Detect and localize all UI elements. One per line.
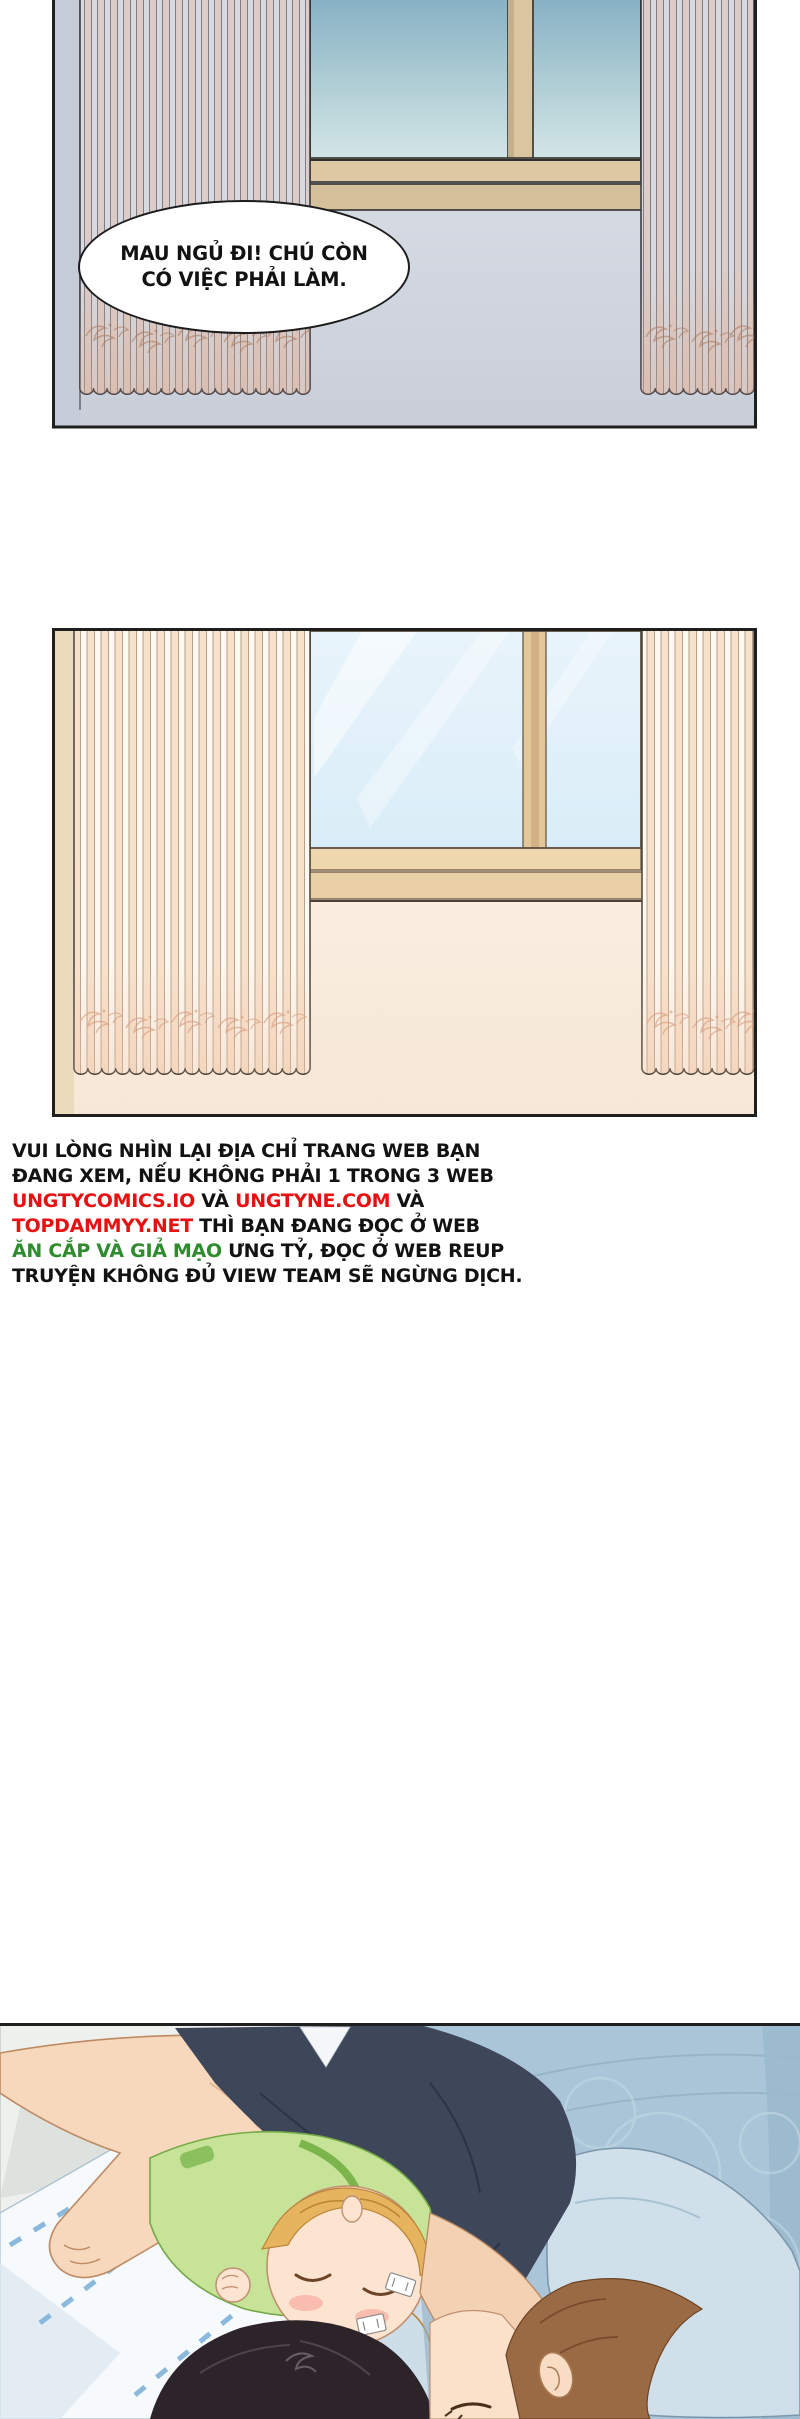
notice-line: VUI LÒNG NHÌN LẠI ĐỊA CHỈ TRANG WEB BẠN xyxy=(12,1140,481,1162)
window-evening xyxy=(302,0,643,210)
speech-bubble xyxy=(78,200,410,334)
panel-top-border xyxy=(0,2023,800,2026)
wall-strip-left xyxy=(55,631,74,1114)
baby-ear xyxy=(342,2196,362,2222)
notice-line: TOPDAMMYY.NET THÌ BẠN ĐANG ĐỌC Ở WEB xyxy=(12,1215,480,1237)
notice-line: UNGTYCOMICS.IO VÀ UNGTYNE.COM VÀ xyxy=(12,1190,425,1212)
notice-line: ĐANG XEM, NẾU KHÔNG PHẢI 1 TRONG 3 WEB xyxy=(12,1165,494,1187)
window-divider-shade xyxy=(508,0,514,162)
wall-strip-left xyxy=(55,0,80,427)
windowsill xyxy=(302,872,643,899)
baby-fist xyxy=(216,2268,250,2302)
baby-blush-left xyxy=(289,2295,323,2311)
panel-sleeping-family xyxy=(0,2023,800,2419)
speech-text-line1: MAU NGỦ ĐI! CHÚ CÒN xyxy=(120,242,368,265)
window-sky-evening xyxy=(310,0,641,160)
window-divider-shade xyxy=(531,631,539,849)
panel-daytime-window xyxy=(52,628,757,1117)
anti-piracy-notice xyxy=(12,1139,787,1289)
speech-text-line2: CÓ VIỆC PHẢI LÀM. xyxy=(141,268,347,291)
window-frame-bottom xyxy=(310,848,641,870)
curtain-right-decor xyxy=(641,270,757,395)
notice-line: TRUYỆN KHÔNG ĐỦ VIEW TEAM SẼ NGỪNG DỊCH. xyxy=(12,1265,523,1287)
windowsill xyxy=(302,184,643,210)
window-frame-bottom xyxy=(310,158,641,182)
curtain-left-decor xyxy=(74,958,310,1073)
curtain-right-decor xyxy=(642,958,757,1073)
notice-line: ĂN CẮP VÀ GIẢ MẠO ƯNG TỶ, ĐỌC Ở WEB REUP xyxy=(12,1240,504,1262)
window-daytime xyxy=(302,631,643,901)
